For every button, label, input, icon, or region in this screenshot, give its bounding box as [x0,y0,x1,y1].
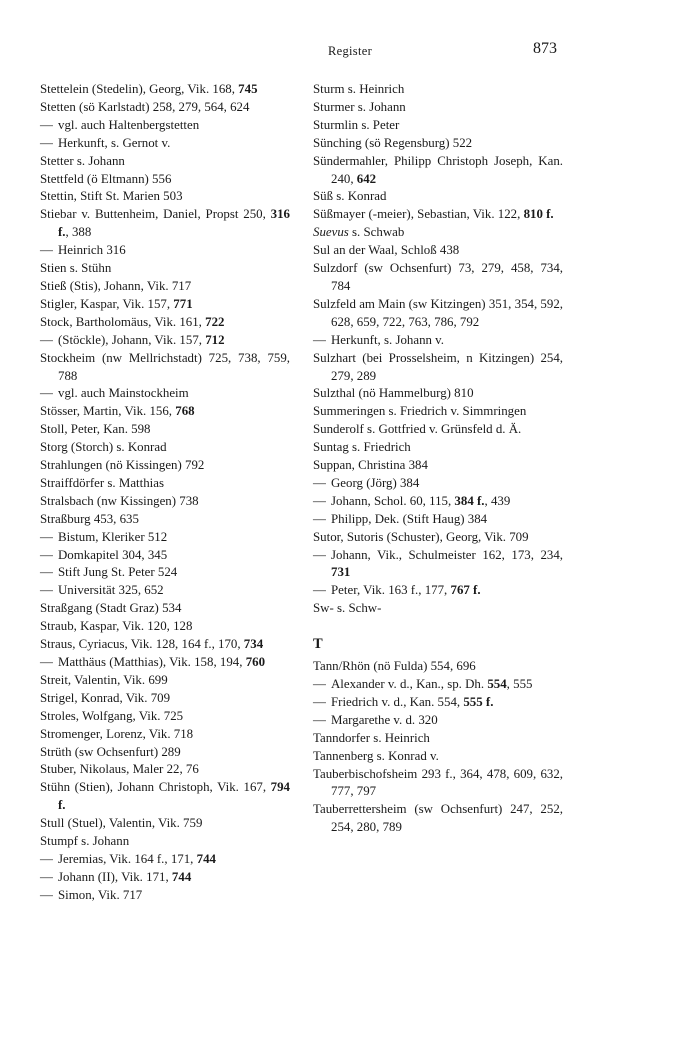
subentry-dash: — [313,475,326,490]
entry-text: Stuber, Nikolaus, Maler 22, 76 [40,762,199,777]
entry-text: Margarethe v. d. 320 [331,712,438,727]
index-entry [40,744,290,762]
index-subentry [40,869,290,887]
subentry-dash: — [313,694,326,709]
entry-text: Tann/Rhön (nö Fulda) 554, 696 [313,659,476,674]
index-entry [40,833,290,851]
entry-text: Strigel, Konrad, Vik. 709 [40,690,171,705]
bold-page-ref: 722 [205,314,225,329]
index-subentry [40,385,290,403]
index-entry [40,600,290,618]
entry-text: Tanndorfer s. Heinrich [313,730,430,745]
entry-text: Tauberbischofsheim 293 f., 364, 478, 609, 632, 777, 797 [313,766,563,799]
entry-text: Stock, Bartholomäus, Vik. 161, [40,314,206,329]
index-subentry [313,712,563,730]
index-entry [313,99,563,117]
index-entry [313,206,563,224]
index-entry [40,761,290,779]
entry-text: Straßgang (Stadt Graz) 534 [40,601,182,616]
running-head: Register [327,44,373,58]
index-entry [40,815,290,833]
index-subentry [40,582,290,600]
entry-text: Stumpf s. Johann [40,834,130,849]
subentry-dash: — [40,243,53,258]
bold-page-ref: 731 [331,565,351,580]
index-entry [313,748,563,766]
index-subentry [313,511,563,529]
entry-text: Stift Jung St. Peter 524 [58,565,178,580]
subentry-dash: — [313,493,326,508]
entry-text: Süß s. Konrad [313,189,387,204]
entry-text: Sünching (sö Regensburg) 522 [313,135,473,150]
entry-text: Stettfeld (ö Eltmann) 556 [40,171,172,186]
entry-text: Universität 325, 652 [58,583,164,598]
entry-text: , 388 [65,225,92,240]
entry-text: Summeringen s. Friedrich v. Simmringen [313,404,527,419]
index-entry [313,439,563,457]
index-column-left [40,81,290,905]
entry-text: Stigler, Kaspar, Vik. 157, [40,296,174,311]
index-entry [313,766,563,802]
index-entry [313,153,563,189]
entry-text: Stockheim (nw Mellrichstadt) 725, 738, 759, 788 [40,350,290,383]
entry-text: Domkapitel 304, 345 [58,547,168,562]
index-subentry [40,135,290,153]
index-entry [40,618,290,636]
index-subentry [40,529,290,547]
entry-text: Jeremias, Vik. 164 f., 171, [58,851,197,866]
entry-text: Stettin, Stift St. Marien 503 [40,189,183,204]
index-subentry [40,242,290,260]
index-subentry [40,564,290,582]
entry-text: (Stöckle), Johann, Vik. 157, [58,332,206,347]
entry-text: Streit, Valentin, Vik. 699 [40,672,168,687]
bold-page-ref: 554 [487,677,507,691]
index-subentry [40,887,290,905]
entry-text: Stull (Stuel), Valentin, Vik. 759 [40,816,203,831]
subentry-dash: — [40,135,53,150]
entry-text: Sulzthal (nö Hammelburg) 810 [313,386,474,401]
entry-text: Stroles, Wolfgang, Vik. 725 [40,708,184,723]
index-entry [313,260,563,296]
subentry-dash: — [40,655,53,669]
page-header [0,40,700,64]
entry-text: Stoll, Peter, Kan. 598 [40,422,151,437]
index-entry [313,81,563,99]
entry-text: Sturm s. Heinrich [313,82,405,96]
index-entry [313,296,563,332]
index-entry [40,439,290,457]
entry-text: Johann, Schol. 60, 115, [331,493,455,508]
entry-text: Heinrich 316 [58,243,126,258]
bold-page-ref: 767 f. [450,583,481,598]
index-entry [40,636,290,654]
subentry-dash: — [40,851,53,866]
index-subentry [313,582,563,600]
index-entry [313,457,563,475]
subentry-dash: — [313,677,326,691]
index-entry [40,690,290,708]
index-subentry [40,117,290,135]
entry-text: Herkunft, s. Johann v. [331,332,445,347]
index-entry [313,658,563,676]
entry-text: Sutor, Sutoris (Schuster), Georg, Vik. 709 [313,529,529,544]
index-subentry [313,547,563,583]
index-entry [40,779,290,815]
index-entry [313,730,563,748]
bold-page-ref: 642 [356,171,377,186]
subentry-dash: — [40,386,53,401]
entry-text: Sunderolf s. Gottfried v. Grünsfeld d. Ä. [313,422,522,437]
bold-page-ref: 555 f. [463,694,494,709]
index-entry [313,224,563,242]
index-entry [40,206,290,242]
entry-text: Stien s. Stühn [40,261,112,276]
entry-text: , 439 [484,493,511,508]
entry-text: Sulzdorf (sw Ochsenfurt) 73, 279, 458, 734, 784 [313,261,563,293]
entry-text: Sündermahler, Philipp Christoph Joseph, Kan. 240, [313,153,563,186]
index-subentry [313,332,563,350]
index-entry [40,278,290,296]
entry-text: Alexander v. d., Kan., sp. Dh. [331,677,488,691]
index-entry [313,385,563,403]
entry-text: Tannenberg s. Konrad v. [313,748,439,763]
entry-text: Stetter s. Johann [40,153,125,168]
entry-text: Storg (Storch) s. Konrad [40,440,167,455]
entry-text: Sturmlin s. Peter [313,117,400,132]
bold-page-ref: 771 [173,296,193,311]
entry-text: Stetten (sö Karlstadt) 258, 279, 564, 624 [40,99,250,114]
bold-page-ref: 384 f. [454,493,485,508]
entry-text: Sturmer s. Johann [313,99,406,114]
entry-text: Johann (II), Vik. 171, [58,869,172,884]
italic-term: Suevus [313,225,349,240]
index-entry [40,81,290,99]
index-subentry [40,332,290,350]
entry-text: Matthäus (Matthias), Vik. 158, 194, [58,655,246,669]
index-entry [313,801,563,837]
index-entry [40,260,290,278]
entry-text: Sw- s. Schw- [313,601,382,616]
index-subentry [313,475,563,493]
entry-text: Stieß (Stis), Johann, Vik. 717 [40,278,192,293]
subentry-dash: — [40,869,53,884]
entry-text: Suntag s. Friedrich [313,440,411,455]
bold-page-ref: 794 f. [58,780,290,813]
index-entry [313,188,563,206]
index-entry [313,600,563,618]
entry-text: vgl. auch Mainstockheim [58,386,189,401]
entry-text: Stromenger, Lorenz, Vik. 718 [40,726,194,741]
subentry-dash: — [40,529,53,544]
bold-page-ref: 744 [196,851,216,866]
entry-text: Philipp, Dek. (Stift Haug) 384 [331,511,488,526]
entry-text: Friedrich v. d., Kan. 554, [331,694,464,709]
entry-text: Herkunft, s. Gernot v. [58,135,171,150]
subentry-dash: — [313,583,326,598]
index-entry [40,350,290,386]
bold-page-ref: 745 [238,82,258,96]
entry-text: Georg (Jörg) 384 [331,475,420,490]
index-subentry [313,694,563,712]
index-entry [313,242,563,260]
entry-text: Suppan, Christina 384 [313,458,428,473]
entry-text: Strüth (sw Ochsenfurt) 289 [40,744,181,759]
entry-text: Tauberrettersheim (sw Ochsenfurt) 247, 252, 254, 280, 789 [313,802,563,835]
entry-text: s. Schwab [348,225,405,240]
entry-text: Stiebar v. Buttenheim, Daniel, Propst 250, [40,207,271,222]
index-subentry [313,676,563,694]
index-entry [40,457,290,475]
index-entry [313,529,563,547]
entry-text: Straßburg 453, 635 [40,511,139,526]
subentry-dash: — [40,332,53,347]
index-entry [40,475,290,493]
entry-text: vgl. auch Haltenbergstetten [58,117,200,132]
index-entry [40,153,290,171]
index-entry [40,726,290,744]
index-entry [40,171,290,189]
entry-text: Stösser, Martin, Vik. 156, [40,404,176,419]
bold-page-ref: 768 [175,404,195,419]
entry-text: Simon, Vik. 717 [58,887,143,902]
bold-page-ref: 316 f. [58,207,290,240]
index-entry [313,135,563,153]
entry-text: Süßmayer (-meier), Sebastian, Vik. 122, [313,207,524,222]
entry-text: Straus, Cyriacus, Vik. 128, 164 f., 170, [40,637,244,652]
index-entry [40,403,290,421]
bold-page-ref: 810 f. [523,207,554,222]
bold-page-ref: 712 [205,332,225,347]
index-subentry [40,547,290,565]
entry-text: Straiffdörfer s. Matthias [40,475,164,490]
index-entry [313,403,563,421]
entry-text: Peter, Vik. 163 f., 177, [331,583,451,598]
entry-text: Sulzfeld am Main (sw Kitzingen) 351, 354, 592, 628, 659, 722, 763, 786, 792 [313,296,563,329]
subentry-dash: — [40,565,53,580]
page-number: 873 [533,40,557,57]
bold-page-ref: 744 [171,869,192,884]
entry-text: Johann, Vik., Schulmeister 162, 173, 234, [331,547,563,562]
subentry-dash: — [313,712,326,727]
index-entry [313,350,563,386]
index-entry [40,99,290,117]
index-entry [40,314,290,332]
index-entry [40,493,290,511]
index-subentry [40,851,290,869]
index-subentry [313,493,563,511]
entry-text: Straub, Kaspar, Vik. 120, 128 [40,619,193,634]
index-entry [40,511,290,529]
bold-page-ref: 734 [243,637,264,652]
entry-text: Bistum, Kleriker 512 [58,529,168,544]
index-entry [40,296,290,314]
section-letter: T [313,636,323,653]
subentry-dash: — [40,117,53,132]
index-entry [40,708,290,726]
subentry-dash: — [313,332,326,347]
index-entry [313,421,563,439]
entry-text: Stralsbach (nw Kissingen) 738 [40,493,199,508]
subentry-dash: — [40,887,53,902]
index-entry [40,188,290,206]
entry-text: Sul an der Waal, Schloß 438 [313,243,460,258]
subentry-dash: — [40,547,53,562]
subentry-dash: — [313,511,326,526]
entry-text: Stettelein (Stedelin), Georg, Vik. 168, [40,82,239,96]
bold-page-ref: 760 [245,655,266,669]
entry-text: Stühn (Stien), Johann Christoph, Vik. 167, [40,780,271,795]
index-column-right [313,81,563,837]
entry-text: , 555 [506,677,533,691]
entry-text: Strahlungen (nö Kissingen) 792 [40,458,205,473]
subentry-dash: — [40,583,53,598]
index-entry [313,117,563,135]
index-entry [40,421,290,439]
index-entry [40,672,290,690]
entry-text: Sulzhart (bei Prosselsheim, n Kitzingen) 254, 279, 289 [313,350,563,383]
index-subentry [40,654,290,672]
subentry-dash: — [313,547,326,562]
